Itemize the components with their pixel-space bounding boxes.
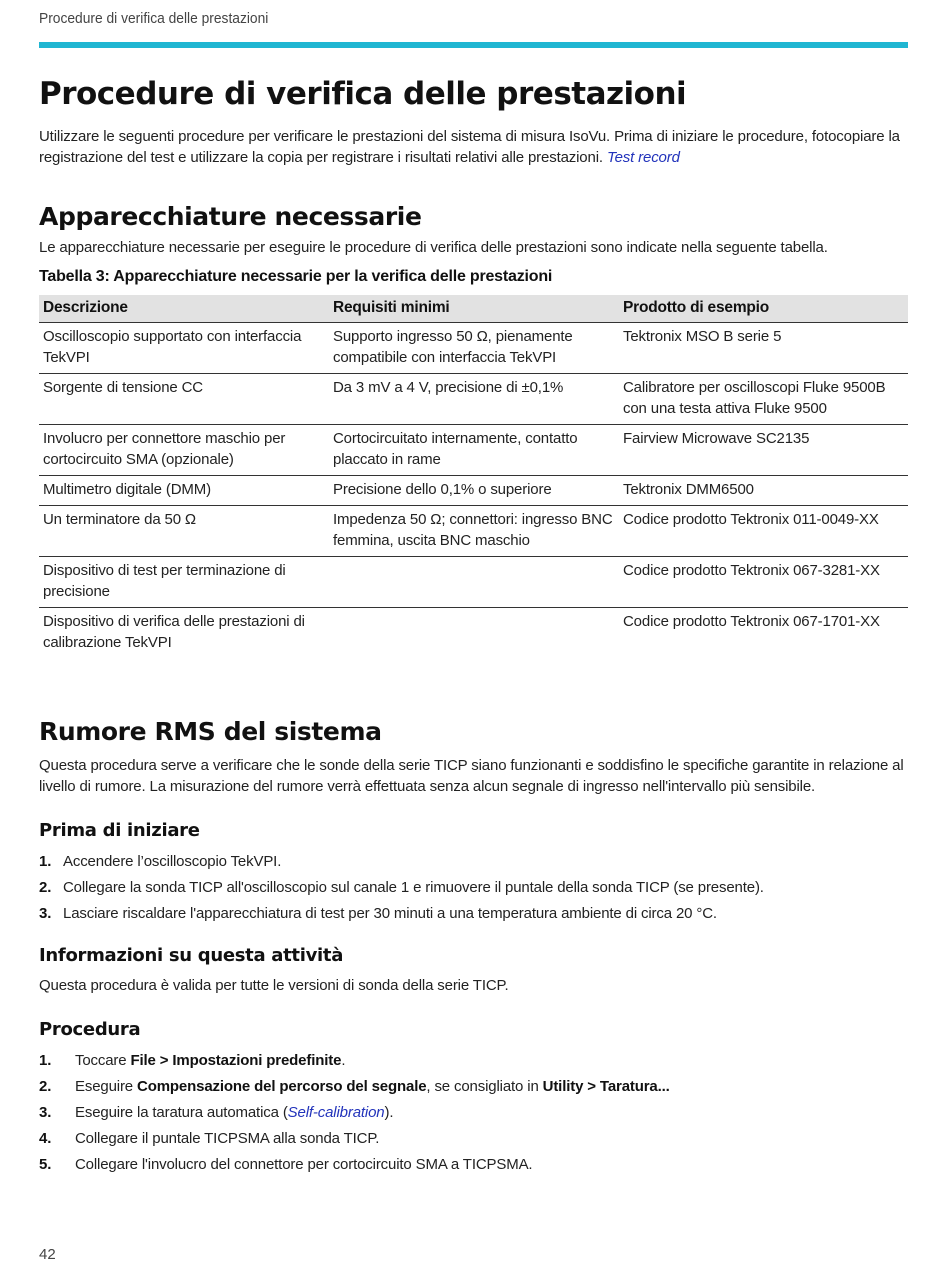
equipment-table: [39, 295, 908, 658]
step-text: Eseguire: [75, 1077, 138, 1095]
list-item: [39, 1154, 908, 1175]
table-cell: Calibratore per oscilloscopi Fluke 9500B con una testa attiva Fluke 9500: [619, 373, 908, 424]
page-content: [39, 74, 908, 1180]
step-number: 1.: [39, 1051, 52, 1069]
step-text: .: [341, 1051, 346, 1069]
step-text: Collegare la sonda TICP all'oscilloscopio sul canale 1 e rimuovere il puntale della sonda TICP (se presente).: [63, 878, 764, 896]
header-rule: [39, 42, 908, 48]
before-heading: Prima di iniziare: [39, 819, 200, 841]
before-steps-list: [39, 851, 908, 924]
table-cell: Codice prodotto Tektronix 011-0049-XX: [619, 505, 908, 556]
table-cell: Tektronix MSO B serie 5: [619, 322, 908, 373]
table-row: [39, 556, 908, 607]
page-number: 42: [39, 1246, 56, 1262]
step-text: , se consigliato in: [426, 1077, 543, 1095]
step-number: 2.: [39, 878, 52, 896]
test-record-link[interactable]: Test record: [606, 149, 680, 166]
step-text: ).: [384, 1103, 394, 1121]
table-cell: Tektronix DMM6500: [619, 475, 908, 505]
table-cell: Precisione dello 0,1% o superiore: [329, 475, 619, 505]
table-cell: Supporto ingresso 50 Ω, pienamente compatibile con interfaccia TekVPI: [329, 322, 619, 373]
table-cell: [329, 607, 619, 658]
table-cell: Dispositivo di test per terminazione di precisione: [39, 556, 329, 607]
procedure-steps-list: [39, 1050, 908, 1175]
table-row: [39, 505, 908, 556]
table-cell: Codice prodotto Tektronix 067-3281-XX: [619, 556, 908, 607]
menu-path: Utility > Taratura...: [542, 1077, 670, 1095]
step-number: 2.: [39, 1077, 52, 1095]
table-header-row: [39, 295, 908, 322]
table-cell: Multimetro digitale (DMM): [39, 475, 329, 505]
intro-text: Utilizzare le seguenti procedure per verificare le prestazioni del sistema di misura IsoVu. Prima di iniziare le procedure, fotocopiare la registrazione del test e utilizzare la copia per registrare i risultati relativi alle prestazioni.: [39, 128, 900, 166]
menu-path: File > Impostazioni predefinite: [130, 1051, 342, 1069]
table-row: [39, 607, 908, 658]
noise-description: Questa procedura serve a verificare che le sonde della serie TICP siano funzionanti e soddisfino le specifiche garantite in relazione al livello di rumore. La misurazione del rumore verrà effettuata senza alcun segnale di ingresso nell'intervallo più sensibile.: [39, 756, 904, 795]
table-cell: Involucro per connettore maschio per cortocircuito SMA (opzionale): [39, 424, 329, 475]
table-cell: Da 3 mV a 4 V, precisione di ±0,1%: [329, 373, 619, 424]
step-number: 5.: [39, 1155, 52, 1173]
intro-paragraph: [39, 126, 908, 168]
info-text: Questa procedura è valida per tutte le versioni di sonda della serie TICP.: [39, 976, 509, 994]
procedure-heading: Procedura: [39, 1018, 141, 1040]
step-text: Accendere l’oscilloscopio TekVPI.: [63, 852, 282, 870]
table-cell: Cortocircuitato internamente, contatto placcato in rame: [329, 424, 619, 475]
step-text: Collegare l'involucro del connettore per cortocircuito SMA a TICPSMA.: [75, 1155, 533, 1173]
list-item: [39, 1050, 908, 1071]
table-cell: Oscilloscopio supportato con interfaccia TekVPI: [39, 322, 329, 373]
table-cell: Un terminatore da 50 Ω: [39, 505, 329, 556]
column-header: Prodotto di esempio: [619, 295, 908, 322]
table-cell: Codice prodotto Tektronix 067-1701-XX: [623, 612, 880, 630]
table-row: [39, 475, 908, 505]
list-item: [39, 1128, 908, 1149]
column-header: Requisiti minimi: [329, 295, 619, 322]
table-caption: Tabella 3: Apparecchiature necessarie per la verifica delle prestazioni: [39, 268, 553, 285]
self-calibration-link[interactable]: Self-calibration: [287, 1103, 385, 1121]
list-item: [39, 851, 908, 872]
table-row: [39, 373, 908, 424]
equipment-heading: Apparecchiature necessarie: [39, 202, 422, 231]
table-cell: Sorgente di tensione CC: [39, 373, 329, 424]
column-header: Descrizione: [39, 295, 329, 322]
info-heading: Informazioni su questa attività: [39, 944, 344, 966]
step-text: Lasciare riscaldare l'apparecchiatura di test per 30 minuti a una temperatura ambiente di circa 20 °C.: [63, 904, 717, 922]
equipment-description: Le apparecchiature necessarie per eseguire le procedure di verifica delle prestazioni sono indicate nella seguente tabella.: [39, 239, 828, 256]
table-row: [39, 424, 908, 475]
running-header: Procedure di verifica delle prestazioni: [39, 10, 269, 27]
page-title: Procedure di verifica delle prestazioni: [39, 76, 687, 112]
step-number: 4.: [39, 1129, 52, 1147]
menu-path: Compensazione del percorso del segnale: [137, 1077, 427, 1095]
table-cell: Fairview Microwave SC2135: [619, 424, 908, 475]
step-number: 1.: [39, 852, 52, 870]
table-row: [39, 322, 908, 373]
step-number: 3.: [39, 904, 52, 922]
list-item: [39, 1076, 908, 1097]
noise-heading: Rumore RMS del sistema: [39, 716, 382, 746]
table-cell: Dispositivo di verifica delle prestazioni di calibrazione TekVPI: [43, 612, 305, 651]
step-text: Toccare: [75, 1051, 131, 1069]
table-cell: Impedenza 50 Ω; connettori: ingresso BNC femmina, uscita BNC maschio: [329, 505, 619, 556]
step-text: Collegare il puntale TICPSMA alla sonda TICP.: [75, 1129, 380, 1147]
list-item: [39, 903, 908, 924]
list-item: [39, 877, 908, 898]
table-cell: [329, 556, 619, 607]
step-text: Eseguire la taratura automatica (: [75, 1103, 288, 1121]
step-number: 3.: [39, 1103, 52, 1121]
list-item: [39, 1102, 908, 1123]
